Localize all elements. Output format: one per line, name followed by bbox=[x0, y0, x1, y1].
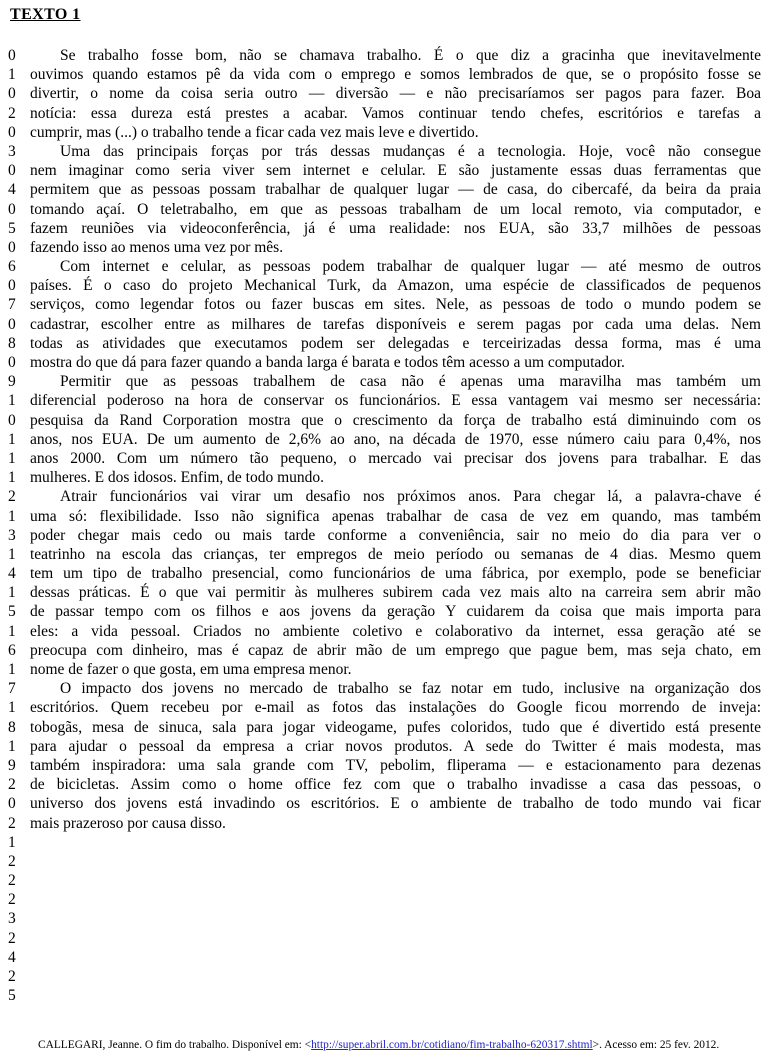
line-number-digit: 0 bbox=[8, 411, 16, 429]
line-number-digit: 2 bbox=[8, 814, 16, 832]
text-line bbox=[0, 737, 781, 756]
text-line bbox=[0, 602, 781, 621]
text-line bbox=[0, 564, 781, 583]
text-line bbox=[0, 142, 781, 161]
line-number-digit: 9 bbox=[8, 373, 16, 391]
text-line bbox=[0, 468, 781, 487]
line-number-digit: 2 bbox=[8, 929, 16, 947]
text-line bbox=[0, 679, 781, 698]
text-line bbox=[0, 986, 781, 1005]
text-line bbox=[0, 794, 781, 813]
line-number-digit: 0 bbox=[8, 238, 16, 256]
line-number-digit: 2 bbox=[8, 104, 16, 122]
text-line bbox=[0, 449, 781, 468]
text-line bbox=[0, 622, 781, 641]
line-text: pesquisa da Rand Corporation mostra que o crescimento da força de trabalho está diminuindo com os bbox=[30, 411, 761, 429]
line-text bbox=[30, 871, 761, 890]
line-number-digit: 1 bbox=[8, 584, 16, 602]
line-text bbox=[30, 967, 761, 986]
line-text: anos, nos EUA. De um aumento de 2,6% ao ano, na década de 1970, esse número caiu para 0,4%, nos bbox=[30, 430, 761, 448]
line-text: tobogãs, mesa de sinuca, sala para jogar videogame, pufes coloridos, tudo que é divertido está presente bbox=[30, 718, 761, 736]
line-number-digit: 1 bbox=[8, 392, 16, 410]
line-text: dessas práticas. É o que vai permitir às mulheres subirem cada vez mais alto na carreira sem abrir mão bbox=[30, 584, 761, 602]
text-line bbox=[0, 219, 781, 238]
line-text: eles: a vida pessoal. Criados no ambiente coletivo e colaborativo da internet, essa geração até se bbox=[30, 622, 761, 640]
line-text: mulheres. E dos idosos. Enfim, de todo mundo. bbox=[30, 469, 325, 487]
text-line bbox=[0, 526, 781, 545]
text-line bbox=[0, 487, 781, 506]
text-line bbox=[0, 660, 781, 679]
line-text: mostra do que dá para fazer quando a banda larga é barata e todos têm acesso a um computador. bbox=[30, 354, 625, 371]
text-line bbox=[0, 334, 781, 353]
text-line bbox=[0, 909, 781, 928]
text-line bbox=[0, 46, 781, 65]
text-line bbox=[0, 353, 781, 372]
line-number-digit: 7 bbox=[8, 680, 16, 698]
line-number-digit: 7 bbox=[8, 296, 16, 314]
line-number-digit: 3 bbox=[8, 142, 16, 160]
text-lines bbox=[0, 46, 781, 1005]
line-text: fazem reuniões via videoconferência, já é uma realidade: nos EUA, são 33,7 milhões de pessoas bbox=[30, 219, 761, 237]
line-text: tomando açaí. O teletrabalho, em que as pessoas trabalham de um local remoto, via computador, e bbox=[30, 200, 761, 218]
line-number-digit: 5 bbox=[8, 219, 16, 237]
line-number-digit: 0 bbox=[8, 85, 16, 103]
line-text: divertir, o nome da coisa seria outro — diversão — e não precisaríamos ser pagos para fazer. Boa bbox=[30, 85, 761, 103]
line-number-digit: 2 bbox=[8, 776, 16, 794]
text-line bbox=[0, 890, 781, 909]
text-line bbox=[0, 814, 781, 833]
line-text: poder chegar mais cedo ou mais tarde conforme a conveniência, sair no meio do dia para ver o bbox=[30, 526, 761, 544]
line-text: escritórios. Quem recebeu por e-mail as fotos das instalações do Google ficou morrendo de inveja: bbox=[30, 699, 761, 717]
line-number-digit: 0 bbox=[8, 315, 16, 333]
line-text: Permitir que as pessoas trabalhem de casa não é apenas uma maravilha mas também um bbox=[60, 373, 761, 391]
line-text: cadastrar, escolher entre as milhares de tarefas disponíveis e serem pagas por cada uma delas. Nem bbox=[30, 315, 761, 333]
text-line bbox=[0, 545, 781, 564]
line-number-digit: 0 bbox=[8, 200, 16, 218]
line-text: também inspiradora: uma sala grande com TV, pebolim, fliperama — e estacionamento para dezenas bbox=[30, 756, 761, 774]
citation-text-before: CALLEGARI, Jeanne. O fim do trabalho. Disponível em: < bbox=[38, 1039, 312, 1051]
line-number-digit: 1 bbox=[8, 737, 16, 755]
line-text: diferencial poderoso na hora de conservar os funcionários. E essa vantagem vai mesmo ser necessária: bbox=[30, 392, 761, 410]
line-text: fazendo isso ao menos uma vez por mês. bbox=[30, 238, 284, 256]
text-line bbox=[0, 775, 781, 794]
line-number-digit: 3 bbox=[8, 910, 16, 928]
line-number-digit: 2 bbox=[8, 872, 16, 890]
line-number-digit: 5 bbox=[8, 987, 16, 1005]
line-number-digit: 8 bbox=[8, 334, 16, 352]
line-text: preocupa com dinheiro, mas é capaz de abrir mão de um emprego que pague bem, mas seja chato, em bbox=[30, 641, 761, 659]
line-number-digit: 4 bbox=[8, 565, 16, 583]
text-line bbox=[0, 698, 781, 717]
line-number-digit: 0 bbox=[8, 47, 16, 64]
text-line bbox=[0, 200, 781, 219]
text-line bbox=[0, 967, 781, 986]
text-line bbox=[0, 833, 781, 852]
text-line bbox=[0, 929, 781, 948]
text-line bbox=[0, 295, 781, 314]
line-number-digit: 5 bbox=[8, 603, 16, 621]
line-number-digit: 4 bbox=[8, 181, 16, 199]
text-line bbox=[0, 756, 781, 775]
line-text bbox=[30, 909, 761, 928]
text-line bbox=[0, 411, 781, 430]
line-number-digit: 2 bbox=[8, 891, 16, 909]
text-line bbox=[0, 583, 781, 602]
text-line bbox=[0, 123, 781, 142]
line-text: teatrinho na escola das crianças, ter empregos de meio período ou semanas de 4 dias. Mesmo quem bbox=[30, 545, 761, 563]
text-line bbox=[0, 852, 781, 871]
text-line bbox=[0, 430, 781, 449]
line-text: anos 2000. Com um número tão pequeno, o mercado vai precisar dos jovens para trabalhar. E das bbox=[30, 449, 761, 467]
line-text: universo dos jovens está invadindo os escritórios. E o ambiente de trabalho de todo mundo vai ficar bbox=[30, 795, 761, 813]
line-text: países. É o caso do projeto Mechanical Turk, da Amazon, uma espécie de classificados de pequenos bbox=[30, 277, 761, 295]
line-number-digit: 8 bbox=[8, 718, 16, 736]
line-text: de bicicletas. Assim como o home office fez com que o trabalho invadisse a casa das pessoas, o bbox=[30, 776, 761, 794]
line-number-digit: 1 bbox=[8, 545, 16, 563]
line-text: nome de fazer o que gosta, em uma empresa menor. bbox=[30, 661, 352, 678]
line-text bbox=[30, 890, 761, 909]
text-line bbox=[0, 641, 781, 660]
text-line bbox=[0, 180, 781, 199]
line-text: notícia: essa dureza está prestes a acabar. Vamos continuar tendo chefes, escritórios e tarefas a bbox=[30, 104, 761, 122]
line-text: de passar tempo com os filhos e aos jovens da geração Y cuidarem da coisa que mais importa para bbox=[30, 603, 761, 621]
line-number-digit: 9 bbox=[8, 756, 16, 774]
line-text: mais prazeroso por causa disso. bbox=[30, 814, 226, 832]
line-text: O impacto dos jovens no mercado de trabalho se faz notar em tudo, inclusive na organização dos bbox=[60, 680, 761, 698]
line-number-digit: 1 bbox=[8, 66, 16, 84]
line-number-digit: 1 bbox=[8, 449, 16, 467]
text-line bbox=[0, 276, 781, 295]
line-text: cumprir, mas (...) o trabalho tende a ficar cada vez mais leve e divertido. bbox=[30, 123, 479, 141]
line-text: permitem que as pessoas possam trabalhar de qualquer lugar — de casa, do cibercafé, da beira da praia bbox=[30, 181, 761, 199]
line-number-digit: 1 bbox=[8, 661, 16, 678]
text-line bbox=[0, 161, 781, 180]
text-line bbox=[0, 84, 781, 103]
line-text: Atrair funcionários vai virar um desafio nos próximos anos. Para chegar lá, a palavra-chave é bbox=[60, 488, 761, 506]
text-line bbox=[0, 871, 781, 890]
line-text: serviços, como legendar fotos ou fazer buscas em sites. Nele, as pessoas de todo o mundo podem se bbox=[30, 296, 761, 314]
line-number-digit: 3 bbox=[8, 526, 16, 544]
source-link[interactable]: http://super.abril.com.br/cotidiano/fim-trabalho-620317.shtml bbox=[311, 1039, 593, 1051]
line-number-digit: 0 bbox=[8, 354, 16, 371]
source-citation bbox=[38, 1038, 719, 1052]
line-number-digit: 4 bbox=[8, 948, 16, 966]
text-line bbox=[0, 65, 781, 84]
line-number-digit: 0 bbox=[8, 277, 16, 295]
text-line bbox=[0, 315, 781, 334]
text-line bbox=[0, 507, 781, 526]
line-number-digit: 1 bbox=[8, 833, 16, 851]
citation-text-after: >. Acesso em: 25 fev. 2012. bbox=[592, 1039, 720, 1051]
line-text: uma só: flexibilidade. Isso não significa apenas trabalhar de casa de vez em quando, mas também bbox=[30, 507, 761, 525]
document-title: TEXTO 1 bbox=[10, 6, 81, 23]
line-number-digit: 0 bbox=[8, 162, 16, 180]
line-text: Se trabalho fosse bom, não se chamava trabalho. É o que diz a gracinha que inevitavelmente bbox=[60, 47, 761, 64]
text-line bbox=[0, 718, 781, 737]
text-line bbox=[0, 257, 781, 276]
text-line bbox=[0, 238, 781, 257]
line-number-digit: 1 bbox=[8, 622, 16, 640]
line-text: Com internet e celular, as pessoas podem trabalhar de qualquer lugar — até mesmo de outros bbox=[60, 258, 761, 276]
line-number-digit: 1 bbox=[8, 507, 16, 525]
line-text: todas as atividades que executamos podem ser delegadas e terceirizadas dessa forma, mas é uma bbox=[30, 334, 761, 352]
text-line bbox=[0, 391, 781, 410]
line-number-digit: 2 bbox=[8, 852, 16, 870]
line-number-digit: 2 bbox=[8, 488, 16, 506]
line-number-digit: 1 bbox=[8, 430, 16, 448]
line-text: tem um tipo de trabalho presencial, como funcionários de uma fábrica, por exemplo, pode se beneficiar bbox=[30, 565, 761, 583]
text-line bbox=[0, 104, 781, 123]
line-number-digit: 2 bbox=[8, 968, 16, 985]
line-number-digit: 0 bbox=[8, 123, 16, 141]
text-line bbox=[0, 948, 781, 967]
line-text: ouvimos quando estamos pê da vida com o emprego e somos lembrados de que, se o propósito fosse se bbox=[30, 66, 761, 84]
line-number-digit: 6 bbox=[8, 258, 16, 276]
text-line bbox=[0, 372, 781, 391]
line-text bbox=[30, 833, 761, 852]
line-number-digit: 1 bbox=[8, 699, 16, 717]
line-text bbox=[30, 986, 761, 1005]
line-number-digit: 1 bbox=[8, 469, 16, 487]
line-text: Uma das principais forças por trás dessas mudanças é a tecnologia. Hoje, você não consegue bbox=[60, 142, 761, 160]
line-number-digit: 6 bbox=[8, 641, 16, 659]
line-text bbox=[30, 929, 761, 948]
line-text: para ajudar o pessoal da empresa a criar novos produtos. A sede do Twitter é mais modesta, mas bbox=[30, 737, 761, 755]
line-number-digit: 0 bbox=[8, 795, 16, 813]
line-text bbox=[30, 948, 761, 967]
line-text: nem imaginar como seria viver sem internet e celular. E são justamente essas duas ferramentas que bbox=[30, 162, 761, 180]
line-text bbox=[30, 852, 761, 871]
